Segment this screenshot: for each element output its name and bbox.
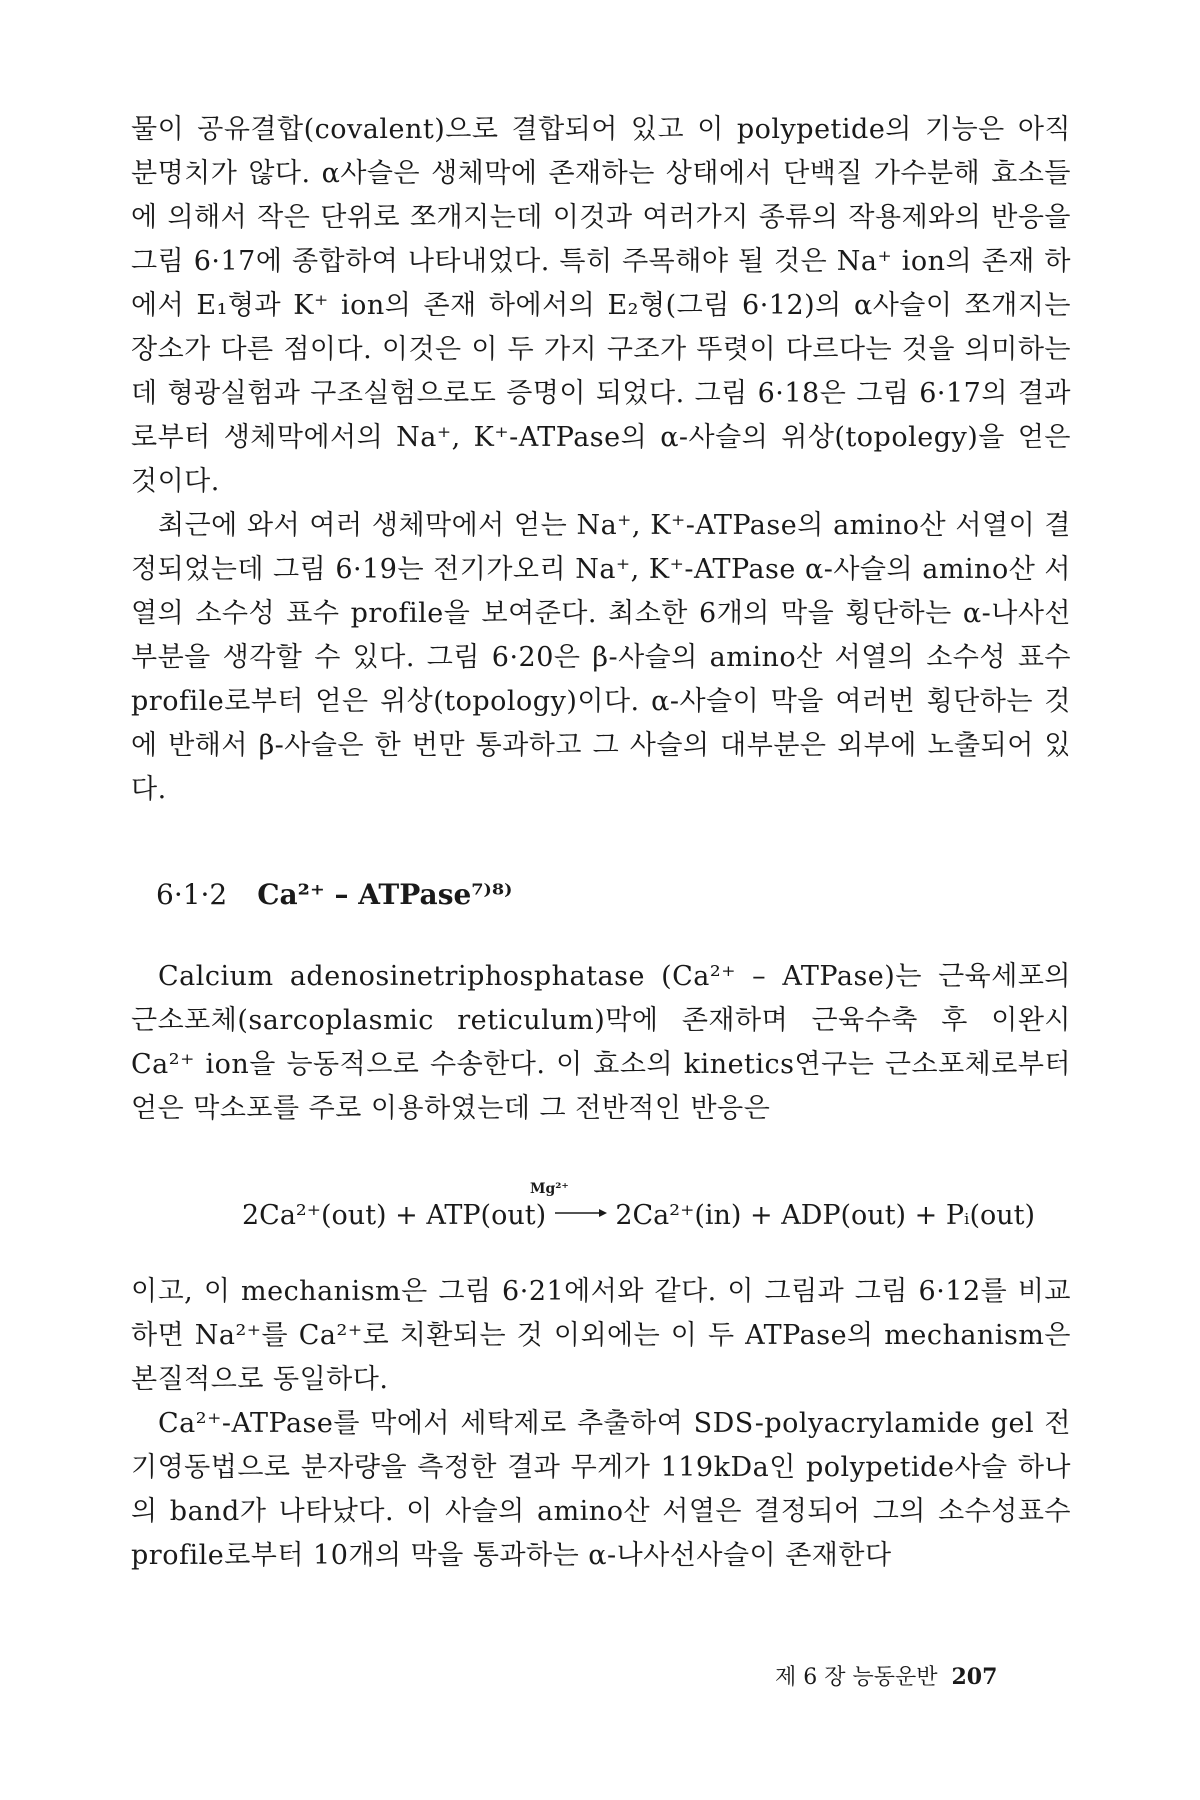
section-number: 6·1·2 xyxy=(156,878,228,911)
section-title: Ca²⁺ – ATPase⁷⁾⁸⁾ xyxy=(257,878,513,911)
reaction-equation xyxy=(242,1178,1062,1248)
page-number: 207 xyxy=(951,1664,998,1690)
body-text-top xyxy=(131,108,1071,812)
chapter-label: 제 6 장 능동운반 xyxy=(775,1665,938,1690)
paragraph-ca-atpase: Calcium adenosinetriphosphatase (Ca²⁺ – ATPase)는 근육세포의 근소포체(sarcoplasmic reticulum)막에 존재하며 근육수축 후 이완시 Ca²⁺ ion을 능동적으로 수송한다. 이 효소의 kinetics연구는 근소포체로부터 얻은 막소포를 주로 이용하였는데 그 전반적인 반응은 xyxy=(131,961,1071,1124)
paragraph-sds: Ca²⁺-ATPase를 막에서 세탁제로 추출하여 SDS-polyacrylamide gel 전기영동법으로 분자량을 측정한 결과 무게가 119kDa인 polypetide사슬 하나의 band가 나타났다. 이 사슬의 amino산 서열은 결정되어 그의 소수성표수 profile로부터 10개의 막을 통과하는 α-나사선사슬이 존재한다 xyxy=(131,1408,1071,1571)
equation-left: 2Ca²⁺(out) + ATP(out) xyxy=(242,1200,547,1231)
page-footer xyxy=(775,1660,997,1691)
paragraph-mechanism: 이고, 이 mechanism은 그림 6·21에서와 같다. 이 그림과 그림 6·12를 비교하면 Na²⁺를 Ca²⁺로 치환되는 것 이외에는 이 두 ATPase의 mechanism은 본질적으로 동일하다. xyxy=(131,1276,1071,1395)
paragraph-2: 최근에 와서 여러 생체막에서 얻는 Na⁺, K⁺-ATPase의 amino산 서열이 결정되었는데 그림 6·19는 전기가오리 Na⁺, K⁺-ATPase α-사슬의 amino산 서열의 소수성 표수 profile을 보여준다. 최소한 6개의 막을 횡단하는 α-나사선 부분을 생각할 수 있다. 그림 6·20은 β-사슬의 amino산 서열의 소수성 표수 profile로부터 얻은 위상(topology)이다. α-사슬이 막을 여러번 횡단하는 것에 반해서 β-사슬은 한 번만 통과하고 그 사슬의 대부분은 외부에 노출되어 있다. xyxy=(131,510,1071,805)
section-heading xyxy=(156,878,512,911)
body-text-bottom xyxy=(131,1270,1071,1578)
catalyst-label: Mg²⁺ xyxy=(530,1181,569,1197)
reaction-arrow-icon xyxy=(555,1194,607,1225)
body-text-ca xyxy=(131,955,1071,1131)
paragraph-1: 물이 공유결합(covalent)으로 결합되어 있고 이 polypetide의 기능은 아직 분명치가 않다. α사슬은 생체막에 존재하는 상태에서 단백질 가수분해 효소들에 의해서 작은 단위로 쪼개지는데 이것과 여러가지 종류의 작용제와의 반응을 그림 6·17에 종합하여 나타내었다. 특히 주목해야 될 것은 Na⁺ ion의 존재 하에서 E₁형과 K⁺ ion의 존재 하에서의 E₂형(그림 6·12)의 α사슬이 쪼개지는 장소가 다른 점이다. 이것은 이 두 가지 구조가 뚜렷이 다르다는 것을 의미하는데 형광실험과 구조실험으로도 증명이 되었다. 그림 6·18은 그림 6·17의 결과로부터 생체막에서의 Na⁺, K⁺-ATPase의 α-사슬의 위상(topolegy)을 얻은 것이다. xyxy=(131,114,1071,497)
equation-right: 2Ca²⁺(in) + ADP(out) + Pᵢ(out) xyxy=(615,1200,1036,1231)
